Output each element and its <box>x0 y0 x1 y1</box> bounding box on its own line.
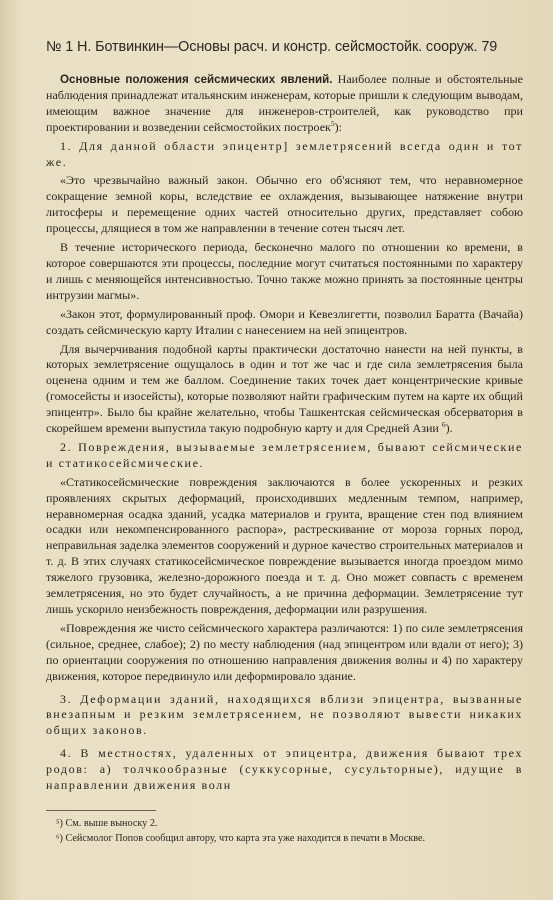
section-title: Основные положения сейсмических явлений. <box>60 73 333 86</box>
paragraph-map <box>46 342 523 437</box>
footnote-ref[interactable]: 6 <box>441 420 446 430</box>
paragraph-seismic-damage: «Повреждения же чисто сейсмического характера различаются: 1) по силе землетрясения (сильное, среднее, слабое); 2) по месту наблюдения (над эпицентром или вдали от него); 3) по ориентации сооружения по отношению направления движения волны и 4) по характеру движения, которое передвинуло или деформировало здание. <box>46 620 523 683</box>
paragraph-intro <box>46 72 523 136</box>
running-header: № 1 Н. Ботвинкин—Основы расч. и констр. сейсмостойк. сооруж. 79 <box>46 39 498 55</box>
paragraph-text: Наиболее полные и обстоятельные наблюдения принадлежат итальянским инженерам, которые пришли к следующим выводам, имеющим важное значение для инженеров-строителей, как руководство при проектировании и возведении сейсмостойких построек <box>46 72 523 134</box>
footnote-5: ⁵) См. выше выноску 2. <box>56 817 158 829</box>
paragraph-quote-1: «Это чрезвычайно важный закон. Обычно его об'ясняют тем, что неравномерное сокращение земной коры, вследствие ее охлаждения, вызывающее натяжение внутри литосферы и перемещение одних частей относительно других, представляет собою процессы, длящиеся в том же направлении в течение сотен тысяч лет. <box>46 173 523 236</box>
paragraph-historical: В течение исторического периода, бесконечно малого по отношении ко времени, в которое совершаются эти процессы, последние могут считаться постоянными по характеру и лишь с меняющейся интенсивностью. Точно также можно принять за постоянные центры интрузии магмы». <box>46 240 523 302</box>
paragraph-static-seismic: «Статикосейсмические повреждения заключаются в более ускоренных и резких проявлениях скрытых деформаций, происходивших медленным темпом, например, неравномерная осадка зданий, усадка материалов и грунта, вращение стен под влиянием осадки или некомпенсированного распора», растрескивание от мороза горных пород, неправильная заделка элементов сооружений и дурное качество строительных материалов и т. д. В этих случаях статикосейсмическое повреждение вызывается иногда проездом мимо тяжелого грузовика, железно-дорожного поезда и т. д. Оно может совпасть с временем землетрясения, но это будет случайность, а не причина деформации. Землетрясение тут лишь ускорило неизбежность повреждения, деформации или разрушения. <box>46 474 523 616</box>
principle-1: 1. Для данной области эпицентр] землетрясений всегда один и тот же. <box>46 138 523 169</box>
body-text <box>46 72 523 794</box>
principle-3: 3. Деформации зданий, находящихся вблизи эпицентра, вызванные внезапным и резким землетрясением, не позволяют вывести никаких общих законов. <box>46 691 523 738</box>
paragraph-tail: ). <box>445 421 453 436</box>
footnote-ref[interactable]: 5 <box>330 118 335 128</box>
principle-2: 2. Повреждения, вызываемые землетрясением, бывают сейсмические и статикосейсмические. <box>46 439 523 470</box>
paragraph-text: Для вычерчивания подобной карты практически достаточно нанести на ней пункты, в которых землетрясение ощущалось в один и тот же час и где сила землетрясения была оценена одним и тем же баллом. Соединение таких точек дает концентрические кривые (гомосейсты и изосейсты), которые позволяют найти графическим путем на карте их общий эпицентр». Было бы крайне желательно, чтобы Ташкентская сейсмическая обсерватория в скорейшем времени выпустила такую подробную карту и для Средней Азии <box>46 341 523 436</box>
paragraph-omori-law: «Закон этот, формулированный проф. Омори и Кевезлигетти, позволил Баратта (Вачайа) создать сейсмическую карту Италии с нанесением на ней эпицентров. <box>46 306 523 337</box>
footnotes-section <box>46 810 426 846</box>
footnote-6: ⁶) Сейсмолог Попов сообщил автору, что карта эта уже находится в печати в Москве. <box>56 833 426 845</box>
paragraph-tail: ): <box>334 119 343 134</box>
principle-4: 4. В местностях, удаленных от эпицентра, движения бывают трех родов: а) толчкообразные (суккусорные, сусульторные), идущие в направлении движения волн <box>46 746 523 793</box>
